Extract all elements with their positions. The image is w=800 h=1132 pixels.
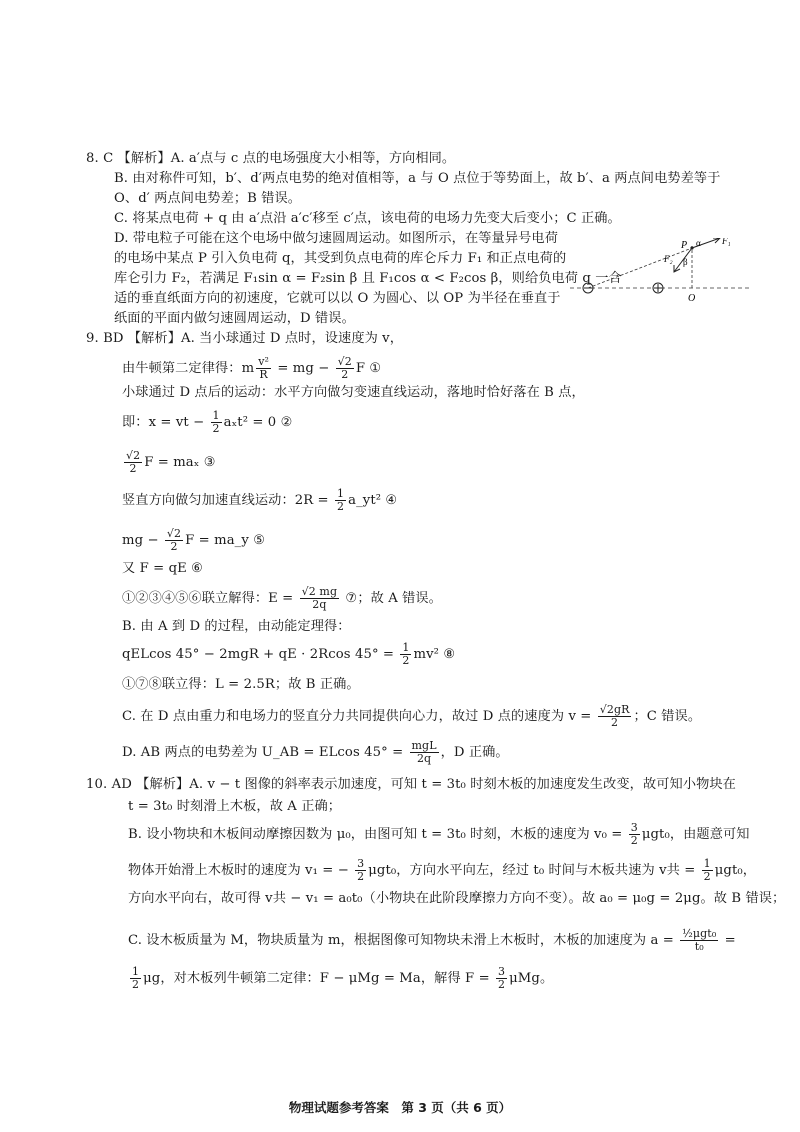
numerator: 1 — [703, 857, 711, 870]
fraction — [335, 488, 346, 513]
numerator: √2gR — [599, 703, 630, 716]
fraction — [680, 928, 718, 953]
q9-line-3: 小球通过 D 点后的运动：水平方向做匀变速直线运动，落地时恰好落在 B 点， — [122, 385, 585, 400]
text: D. AB 两点的电势差为 U_AB = ELcos 45° = — [122, 745, 408, 760]
q9-eq-3 — [122, 450, 216, 475]
q9-line-9: B. 由 A 到 D 的过程，由动能定理得： — [122, 619, 351, 634]
text: μMg。 — [509, 971, 554, 986]
q10-eq-2 — [128, 858, 756, 883]
text: mg − — [122, 533, 163, 548]
numerator: √2 — [126, 449, 141, 462]
label-alpha: α — [696, 238, 701, 248]
fraction — [336, 356, 354, 381]
q9-eq-6: 又 F = qE ⑥ — [122, 561, 204, 576]
numerator: √2 mg — [301, 585, 338, 598]
denominator: 2 — [611, 716, 619, 729]
text: B. 设小物块和木板间动摩擦因数为 μ₀，由图可知 t = 3t₀ 时刻，木板的速度为 v₀ = — [128, 827, 627, 842]
denominator: 2q — [416, 752, 432, 765]
denominator: R — [259, 368, 268, 381]
label-p: P — [681, 240, 688, 251]
fraction — [496, 966, 507, 991]
denominator: 2 — [341, 368, 349, 381]
numerator: √2 — [166, 527, 182, 540]
q9-eq-1 — [122, 356, 381, 381]
label-o: O — [688, 293, 696, 304]
denominator: 2 — [357, 870, 365, 883]
fraction — [598, 704, 632, 729]
text: C. 设木板质量为 M，物块质量为 m，根据图像可知物块未滑上木板时，木板的加速度为 a = — [128, 933, 679, 948]
label-beta: β — [683, 257, 688, 267]
fraction — [410, 740, 439, 765]
q9-line-1: 9. BD 【解析】A. 当小球通过 D 点时，设速度为 v， — [86, 331, 404, 346]
text: ①②③④⑤⑥联立解得：E = — [122, 591, 298, 606]
numerator: 1 — [402, 641, 410, 654]
text: μg，对木板列牛顿第二定律：F − μMg = Ma，解得 F = — [143, 971, 495, 986]
fraction — [629, 822, 640, 847]
q10-line-2: t = 3t₀ 时刻滑上木板，故 A 正确； — [128, 799, 342, 814]
q10-line-5: 方向水平向右，故可得 v共 − v₁ = a₀t₀（小物块在此阶段摩擦力方向不变）。故 a₀ = μ₀g = 2μg。故 B 错误； — [128, 891, 786, 906]
q10-eq-3 — [128, 928, 736, 953]
text: 竖直方向做匀加速直线运动：2R = — [122, 493, 333, 508]
denominator: 2 — [132, 978, 140, 991]
numerator: 3 — [630, 821, 638, 834]
text: μgt₀，方向水平向左，经过 t₀ 时间与木板共速为 v共 = — [368, 863, 700, 878]
text: ；C 错误。 — [633, 709, 702, 724]
denominator: 2 — [170, 540, 178, 553]
fraction — [355, 858, 366, 883]
q8-line-9: 纸面的平面内做匀速圆周运动，D 错误。 — [114, 311, 355, 326]
q9-eq-4 — [122, 488, 397, 513]
denominator: 2 — [630, 834, 638, 847]
q9-eq-5 — [122, 528, 265, 553]
numerator: 1 — [212, 409, 220, 422]
fraction — [300, 586, 339, 611]
denominator: t₀ — [694, 940, 704, 953]
numerator: √2 — [337, 355, 352, 368]
fraction — [256, 356, 271, 381]
denominator: 2 — [212, 422, 220, 435]
fraction — [130, 966, 141, 991]
label-f2: F₂ — [664, 254, 673, 264]
numerator: 3 — [357, 857, 365, 870]
text: mv² ⑧ — [413, 647, 456, 662]
text: qELcos 45° − 2mgR + qE · 2Rcos 45° = — [122, 647, 399, 662]
text: 物体开始滑上木板时的速度为 v₁ = − — [128, 863, 354, 878]
denominator: 2 — [402, 654, 410, 667]
q9-eq-10 — [122, 740, 509, 765]
denominator: 2 — [129, 462, 137, 475]
q10-line-1: 10. AD 【解析】A. v − t 图像的斜率表示加速度，可知 t = 3t₀ 时刻木板的加速度发生改变，故可知小物块在 — [86, 777, 736, 792]
text: C. 在 D 点由重力和电场力的竖直分力共同提供向心力，故过 D 点的速度为 v = — [122, 709, 596, 724]
q8-line-3: O、d′ 两点间电势差；B 错误。 — [114, 191, 302, 206]
text: aₓt² = 0 ② — [223, 415, 293, 430]
text: 由牛顿第二定律得：m — [122, 361, 255, 376]
q9-line-11: ①⑦⑧联立得：L = 2.5R；故 B 正确。 — [122, 677, 360, 692]
text: = mg − — [273, 361, 334, 376]
charge-force-diagram — [570, 238, 750, 312]
label-f1: F₁ — [722, 238, 731, 246]
numerator: 3 — [498, 965, 506, 978]
fraction — [211, 410, 222, 435]
denominator: 2 — [337, 500, 345, 513]
text: = — [720, 933, 736, 948]
page-footer: 物理试题参考答案 第 3 页（共 6 页） — [288, 1100, 512, 1115]
text: a_yt² ④ — [348, 493, 398, 508]
denominator: 2q — [312, 598, 327, 611]
numerator: 1 — [132, 965, 140, 978]
fraction — [124, 450, 142, 475]
q8-line-8: 适的垂直纸面方向的初速度，它就可以以 O 为圆心、以 OP 为半径在垂直于 — [114, 291, 561, 306]
denominator: 2 — [498, 978, 506, 991]
q8-line-2: B. 由对称件可知，b′、d′两点电势的绝对值相等，a 与 O 点位于等势面上，故 b′、a 两点间电势差等于 — [114, 171, 721, 186]
fraction — [702, 858, 713, 883]
q9-eq-2 — [122, 410, 293, 435]
numerator: v² — [258, 355, 270, 368]
q10-eq-1 — [128, 822, 750, 847]
q8-line-1: 8. C 【解析】A. a′点与 c 点的电场强度大小相等，方向相同。 — [86, 151, 456, 166]
text: ，D 正确。 — [440, 745, 509, 760]
q9-eq-9 — [122, 704, 701, 729]
numerator: 1 — [337, 487, 345, 500]
text: μgt₀， — [714, 863, 757, 878]
q10-eq-4 — [128, 966, 553, 991]
q9-eq-8 — [122, 642, 455, 667]
fraction — [400, 642, 411, 667]
text: F = maₓ ③ — [144, 455, 216, 470]
numerator: ½μgt₀ — [682, 927, 717, 940]
q9-eq-7 — [122, 586, 442, 611]
q8-line-5: D. 带电粒子可能在这个电场中做匀速圆周运动。如图所示，在等量异号电荷 — [114, 231, 558, 246]
text: 即：x = vt − — [122, 415, 209, 430]
point-p — [690, 246, 693, 249]
fraction — [165, 528, 183, 553]
text: μgt₀，由题意可知 — [641, 827, 750, 842]
text: ⑦；故 A 错误。 — [341, 591, 442, 606]
numerator: mgL — [411, 739, 437, 752]
q8-line-4: C. 将某点电荷 + q 由 a′点沿 a′c′移至 c′点，该电荷的电场力先变大后变小；C 正确。 — [114, 211, 621, 226]
text: F = ma_y ⑤ — [185, 533, 266, 548]
q8-line-6: 的电场中某点 P 引入负电荷 q，其受到负点电荷的库仑斥力 F₁ 和正点电荷的 — [114, 251, 567, 266]
q8-line-7: 库仑引力 F₂，若满足 F₁sin α = F₂sin β 且 F₁cos α < F₂cos β，则给负电荷 q 一合 — [114, 271, 622, 286]
denominator: 2 — [703, 870, 711, 883]
text: F ① — [355, 361, 382, 376]
